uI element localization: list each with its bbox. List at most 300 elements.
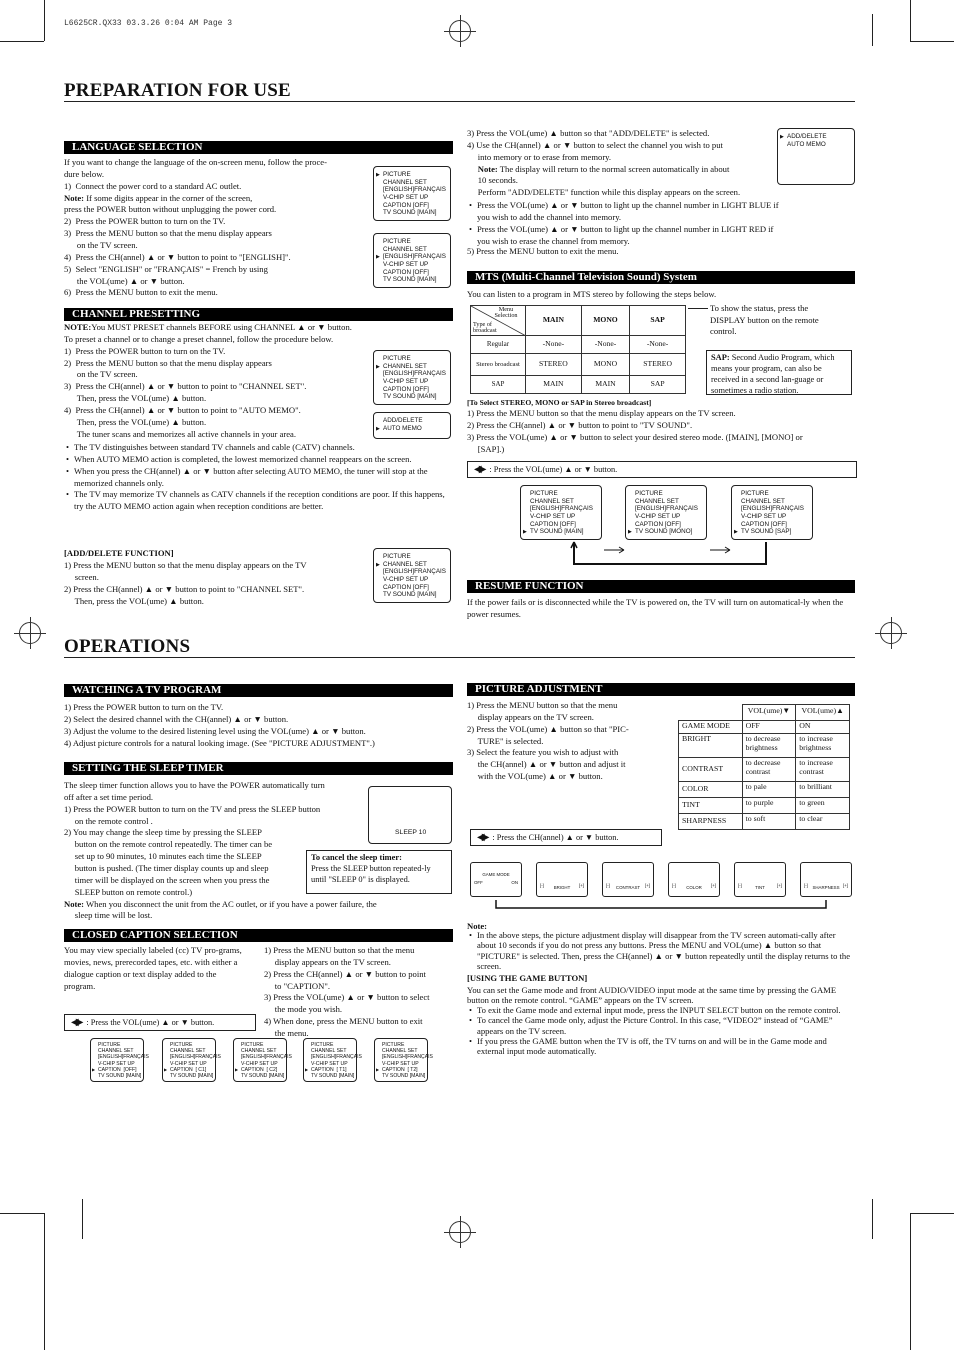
registration-mark-icon: [449, 1221, 471, 1243]
instruction-line: 2) Select the desired channel with the CH(annel) ▲ or ▼ button.: [64, 713, 289, 724]
instruction-line: 1) Press the POWER button to turn on the TV.: [64, 345, 226, 356]
osd-line: PICTURE: [311, 1042, 334, 1048]
crop-mark: [910, 0, 911, 41]
osd-line: CHANNEL SET: [382, 1048, 418, 1055]
instruction-line: 4) Press the CH(annel) ▲ or ▼ button to point to "AUTO MEMO".: [64, 405, 301, 416]
instruction-line: press the POWER button without unplugging the power cord.: [64, 204, 277, 215]
instruction-line: Note: The display will return to the normal screen automatically in about: [467, 163, 730, 174]
print-slug: L6625CR.QX33 03.3.26 0:04 AM Page 3: [64, 19, 233, 28]
instruction-line: timer will be displayed on the screen when you press the: [64, 874, 270, 885]
instruction-line: 2) Press the POWER button to turn on the TV.: [64, 216, 226, 227]
crop-mark: [0, 1213, 44, 1214]
osd-line: PICTURE: [241, 1042, 264, 1048]
row-label: SAP: [471, 376, 526, 394]
osd-line: CHANNEL SET: [98, 1048, 134, 1055]
legend-text: : Press the VOL(ume) ▲ or ▼ button.: [489, 465, 618, 474]
bar-left: [-]: [540, 883, 544, 888]
osd-bar-color: [668, 862, 720, 897]
instruction-line: on the remote control .: [64, 815, 153, 826]
osd-line: PICTURE: [98, 1042, 121, 1048]
osd-line: PICTURE: [741, 490, 769, 497]
bar-label: TINT: [755, 885, 765, 890]
add-delete-heading: [ADD/DELETE FUNCTION]: [64, 548, 174, 558]
section-title-operations: OPERATIONS: [64, 636, 191, 657]
osd-line: [ENGLISH]FRANÇAIS: [383, 186, 446, 194]
section-heading-resume: RESUME FUNCTION: [467, 580, 855, 593]
bar-left: [-]: [672, 883, 676, 888]
osd-line: CHANNEL SET: [383, 178, 427, 186]
table-header: MAIN: [526, 306, 582, 336]
osd-line: ADD/DELETE: [383, 417, 423, 424]
osd-line: TV SOUND [MAIN]: [383, 209, 437, 217]
osd-line: CAPTION [OFF]: [383, 385, 429, 393]
osd-line: V-CHIP SET UP: [170, 1060, 207, 1067]
osd-line: [ENGLISH]FRANÇAIS: [98, 1054, 149, 1061]
osd-line: ▶ CAPTION [ T1]: [311, 1067, 347, 1073]
ch-legend: [470, 829, 662, 846]
instruction-line: display appears on the TV screen.: [467, 711, 594, 722]
osd-menu-language-1: [373, 166, 451, 221]
osd-line: TV SOUND [MAIN]: [383, 591, 437, 599]
instruction-line: The sleep timer function allows you to have the POWER automatically turn: [64, 780, 325, 790]
bar-left: [-]: [738, 883, 742, 888]
osd-line: PICTURE: [383, 553, 411, 560]
osd-line: V-CHIP SET UP: [98, 1060, 135, 1067]
table-row: [471, 336, 686, 354]
caption-intro: You may view specially labeled (cc) TV pro-grams, movies, news, prerecorded tapes, etc. with either a dialogue caption or text display added to the program.: [64, 945, 242, 991]
osd-line: ▶ [ENGLISH]FRANÇAIS: [383, 253, 446, 260]
bullet-item: • The TV distinguishes between standard TV channels and cable (CATV) channels.: [64, 442, 452, 454]
instruction-line: the VOL(ume) ▲ or ▼ button.: [64, 275, 185, 286]
cancel-text: Press the SLEEP button repeated-ly until "SLEEP 0" is displayed.: [311, 863, 431, 884]
table-cell: MAIN: [581, 376, 629, 394]
osd-line: SLEEP 10: [395, 829, 427, 836]
osd-line: CAPTION [OFF]: [530, 520, 576, 528]
instruction-line: into memory or to erase from memory.: [467, 151, 612, 162]
osd-line: V-CHIP SET UP: [383, 261, 429, 269]
osd-line: CAPTION [OFF]: [741, 520, 787, 528]
osd-line: ▶ TV SOUND [MONO]: [635, 528, 692, 535]
osd-auto-memo: [373, 412, 451, 439]
picture-cycle-arrow: [470, 898, 854, 912]
instruction-line: 2) You may change the sleep time by pressing the SLEEP: [64, 827, 262, 838]
osd-line: CHANNEL SET: [741, 497, 785, 505]
osd-bar-tint: [734, 862, 786, 897]
instruction-line: 1) Press the MENU button so that the menu display appears on the TV: [64, 560, 307, 570]
row-label: TINT: [679, 798, 743, 814]
osd-line: PICTURE: [635, 490, 663, 497]
osd-line: AUTO MEMO: [787, 140, 826, 148]
instruction-line: Note: If some digits appear in the corner of the screen,: [64, 192, 253, 203]
instruction-line: 2) Press the CH(annel) ▲ or ▼ button to point to "TV SOUND".: [467, 419, 693, 430]
table-cell: to decrease contrast: [742, 758, 796, 782]
crop-mark: [0, 41, 44, 42]
osd-line: TV SOUND [MAIN]: [98, 1073, 142, 1080]
table-corner: [471, 306, 526, 336]
bar-label: SHARPNESS: [812, 885, 840, 890]
cancel-title: To cancel the sleep timer:: [311, 853, 402, 862]
osd-line: [ENGLISH]FRANÇAIS: [383, 568, 446, 576]
sap-note: [706, 350, 852, 395]
osd-line: ▶ PICTURE: [383, 171, 411, 178]
table-row: [471, 354, 686, 376]
osd-bar-bright: [536, 862, 588, 897]
osd-line: ▶ CAPTION [ T2]: [382, 1067, 418, 1073]
section-heading-mts: MTS (Multi-Channel Television Sound) System: [467, 271, 855, 284]
osd-line: ▶ ADD/DELETE: [787, 133, 827, 140]
cancel-sleep-note: [306, 850, 452, 894]
instruction-line: set up to 90 minutes, 10 minutes each time the SLEEP: [64, 851, 262, 862]
instruction-line: To preset a channel or to change a preset channel, follow the procedure below.: [64, 333, 334, 344]
row-label: BRIGHT: [679, 734, 743, 758]
instruction-line: 3) Press the VOL(ume) ▲ or ▼ button to select your desired stereo mode. ([MAIN], [MONO] or: [467, 431, 803, 442]
language-instructions: [64, 157, 374, 299]
bullet-item: • Press the VOL(ume) ▲ or ▼ button to light up the channel number in LIGHT BLUE if you wish to add the channel into memory.: [467, 200, 787, 224]
divider: [64, 101, 855, 102]
table-header: VOL(ume)▼: [742, 705, 796, 721]
row-label: COLOR: [679, 782, 743, 798]
instruction-line: TURE" is selected.: [467, 735, 544, 746]
table-cell: -None-: [526, 336, 582, 354]
sap-description: Second Audio Program, which means your program, can also be received in a second lan-guage or sometimes a radio station.: [711, 353, 835, 395]
table-cell: MAIN: [526, 376, 582, 394]
table-cell: to pale: [742, 782, 796, 798]
instruction-line: 5) Select "ENGLISH" or "FRANÇAIS" = French by using: [64, 263, 268, 274]
instruction-line: 1) Press the MENU button so that the menu: [264, 945, 415, 955]
double-arrow-icon: ◀▶: [477, 832, 487, 843]
bar-left: OFF: [474, 880, 483, 885]
corner-top-label: Menu Selection: [494, 306, 518, 320]
registration-mark-icon: [449, 20, 471, 42]
instruction-line: on the TV screen.: [64, 240, 138, 251]
instruction-line: 3) Select the feature you wish to adjust with: [467, 747, 619, 758]
osd-bar-game-mode: [470, 862, 522, 897]
table-cell: STEREO: [630, 354, 686, 376]
table-cell: to increase brightness: [796, 734, 850, 758]
osd-line: CAPTION [OFF]: [635, 520, 681, 528]
instruction-line: 10 seconds.: [467, 175, 518, 186]
instruction-line: 1) Press the MENU button so that the menu: [467, 700, 618, 710]
add-delete-continued: [467, 128, 779, 199]
instruction-line: 2) Press the VOL(ume) ▲ button so that "PIC-: [467, 723, 629, 734]
osd-line: ▶ CAPTION [OFF]: [98, 1067, 137, 1073]
table-row: [471, 376, 686, 394]
bar-right: [+]: [578, 883, 584, 888]
registration-mark-icon: [19, 622, 41, 644]
instruction-line: 1) Press the POWER button to turn on the TV.: [64, 702, 224, 712]
instruction-line: the menu.: [264, 1028, 309, 1039]
table-cell: -None-: [581, 336, 629, 354]
osd-bar-sharpness: [800, 862, 852, 897]
osd-caption-c2: [233, 1038, 292, 1082]
osd-line: [ENGLISH]FRANÇAIS: [170, 1054, 221, 1061]
osd-line: [ENGLISH]FRANÇAIS: [530, 505, 593, 513]
instruction-line: 2) Press the CH(annel) ▲ or ▼ button to point to "CHANNEL SET".: [64, 583, 305, 594]
osd-line: ▶ CAPTION [ C2]: [241, 1067, 277, 1073]
instruction-line: 3) Press the VOL(ume) ▲ button so that "ADD/DELETE" is selected.: [467, 128, 710, 138]
bar-label: COLOR: [686, 885, 702, 890]
osd-line: TV SOUND [MAIN]: [311, 1073, 355, 1080]
osd-line: V-CHIP SET UP: [635, 513, 681, 521]
table-row: [679, 798, 850, 814]
registration-mark-icon: [880, 622, 902, 644]
add-delete-instructions: [64, 560, 374, 607]
bullet-item: • If you press the GAME button when the TV is off, the TV turns on and will be in the Game mode and external input mode automatically.: [467, 1036, 855, 1057]
caption-steps: [264, 945, 454, 1040]
osd-menu-add-delete: [373, 548, 451, 603]
page-title: PREPARATION FOR USE: [64, 80, 291, 101]
instruction-line: NOTE:You MUST PRESET channels BEFORE using CHANNEL ▲ or ▼ button.: [64, 322, 352, 332]
instruction-line: 2) Press the CH(annel) ▲ or ▼ button to point: [264, 968, 426, 979]
osd-menu-language-2: [373, 233, 451, 288]
double-arrow-icon: ◀▶: [71, 1017, 81, 1028]
osd-tv-sound-sap: [731, 485, 813, 540]
osd-line: PICTURE: [530, 490, 558, 497]
osd-line: [ENGLISH]FRANÇAIS: [383, 370, 446, 378]
instruction-line: 3) Press the CH(annel) ▲ or ▼ button to point to "CHANNEL SET".: [64, 381, 307, 392]
table-corner: [679, 705, 743, 721]
table-cell: ON: [796, 721, 850, 734]
table-row: [679, 782, 850, 798]
osd-line: ▶ CHANNEL SET: [383, 561, 427, 568]
osd-line: PICTURE: [383, 238, 411, 245]
osd-line: CHANNEL SET: [170, 1048, 206, 1055]
instruction-line: button is pushed. (The timer display counts up and sleep: [64, 863, 269, 874]
bar-left: [-]: [804, 883, 808, 888]
table-row: [679, 721, 850, 734]
osd-line: ▶ AUTO MEMO: [383, 425, 422, 432]
osd-line: PICTURE: [383, 355, 411, 362]
osd-line: V-CHIP SET UP: [241, 1060, 278, 1067]
osd-line: TV SOUND [MAIN]: [383, 276, 437, 284]
section-heading-picture: PICTURE ADJUSTMENT: [467, 683, 855, 696]
instruction-line: to "CAPTION".: [264, 980, 330, 991]
bullet-item: • When you press the CH(annel) ▲ or ▼ button after selecting AUTO MEMO, the tuner will stop at the memorized channels only.: [64, 466, 452, 490]
osd-menu-channel-set: [373, 350, 451, 405]
instruction-line: SLEEP button on remote control.): [64, 886, 193, 897]
osd-bar-contrast: [602, 862, 654, 897]
osd-line: CHANNEL SET: [635, 497, 679, 505]
osd-line: [ENGLISH]FRANÇAIS: [241, 1054, 292, 1061]
instruction-line: Then, press the VOL(ume) ▲ button.: [64, 416, 207, 427]
instruction-line: 4) Use the CH(annel) ▲ or ▼ button to select the channel you wish to put: [467, 139, 723, 150]
instruction-line: on the TV screen.: [64, 369, 138, 380]
section-heading-sleep: SETTING THE SLEEP TIMER: [64, 762, 453, 775]
bar-right: ON: [511, 880, 518, 885]
osd-add-delete: [777, 128, 855, 185]
osd-line: CHANNEL SET: [311, 1048, 347, 1055]
bar-label: GAME MODE: [482, 872, 510, 877]
bullet-item: • To cancel the Game mode only, adjust the Picture Control. In this case, “VIDEO2” instead of “GAME” appears on the TV screen.: [467, 1015, 855, 1036]
instruction-line: If you want to change the language of the on-screen menu, follow the proce-: [64, 157, 327, 167]
instruction-line: 3) Adjust the volume to the desired listening level using the VOL(ume) ▲ or ▼ button.: [64, 725, 366, 736]
bar-label: BRIGHT: [553, 885, 571, 890]
crop-mark: [44, 1213, 45, 1350]
osd-line: V-CHIP SET UP: [383, 194, 429, 202]
table-cell: to decrease brightness: [742, 734, 796, 758]
osd-caption-off: [90, 1038, 149, 1082]
row-label: GAME MODE: [679, 721, 743, 734]
game-button-text: You can set the Game mode and front AUDIO/VIDEO input mode at the same time by pressing the GAME button on the remote control. “GAME” appears on the TV screen.: [467, 985, 837, 1006]
instruction-line: 2) Press the MENU button so that the menu display appears: [64, 357, 272, 368]
instruction-line: 3) Press the VOL(ume) ▲ or ▼ button to select: [264, 992, 430, 1003]
osd-line: ▶ TV SOUND [SAP]: [741, 528, 791, 535]
instruction-line: the CH(annel) ▲ or ▼ button and adjust it: [467, 759, 626, 770]
section-heading-caption: CLOSED CAPTION SELECTION: [64, 929, 453, 942]
instruction-line: The tuner scans and memorizes all active channels in your area.: [64, 428, 297, 439]
osd-line: TV SOUND [MAIN]: [383, 393, 437, 401]
instruction-line: 1) Press the POWER button to turn on the TV and press the SLEEP button: [64, 803, 321, 814]
bullet-item: • To exit the Game mode and external input mode, press the INPUT SELECT button on the remote control.: [467, 1005, 855, 1015]
mts-intro: You can listen to a program in MTS stereo by following the steps below.: [467, 289, 717, 299]
osd-line: CHANNEL SET: [530, 497, 574, 505]
instruction-line: display appears on the TV screen.: [264, 956, 391, 967]
osd-line: ▶ CHANNEL SET: [383, 363, 427, 370]
section-heading-watching: WATCHING A TV PROGRAM: [64, 684, 453, 697]
stereo-select-steps: [467, 408, 857, 455]
instruction-line: Perform "ADD/DELETE" function while this display appears on the screen.: [467, 187, 741, 198]
bar-right: [+]: [842, 883, 848, 888]
table-cell: MONO: [581, 354, 629, 376]
instruction-line: sleep time will be lost.: [64, 910, 153, 921]
instruction-line: 1) Press the MENU button so that the menu display appears on the TV screen.: [467, 408, 736, 418]
instruction-line: 6) Press the MENU button to exit the menu.: [64, 287, 218, 298]
bar-left: [-]: [606, 883, 610, 888]
osd-tv-sound-mono: [625, 485, 707, 540]
table-cell: to purple: [742, 798, 796, 814]
channel-notes: [64, 442, 452, 513]
osd-line: V-CHIP SET UP: [741, 513, 787, 521]
row-label: Stereo broadcast: [471, 354, 526, 376]
bar-label: CONTRAST: [615, 885, 641, 890]
vol-legend: [467, 461, 857, 478]
display-status-note: To show the status, press the DISPLAY button on the remote control.: [710, 303, 819, 337]
corner-bottom-label: Type of broadcast: [473, 320, 497, 334]
section-heading-channel: CHANNEL PRESETTING: [64, 308, 453, 321]
table-cell: to green: [796, 798, 850, 814]
table-cell: STEREO: [526, 354, 582, 376]
legend-text: : Press the VOL(ume) ▲ or ▼ button.: [86, 1018, 215, 1027]
instruction-line: 1) Connect the power cord to a standard AC outlet.: [64, 180, 242, 191]
instruction-line: dure below.: [64, 168, 105, 179]
osd-line: TV SOUND [MAIN]: [170, 1073, 214, 1080]
crop-mark: [910, 1213, 911, 1350]
bar-right: [+]: [644, 883, 650, 888]
caption-vol-legend: [64, 1014, 256, 1031]
crop-mark: [910, 1213, 954, 1214]
table-cell: to brilliant: [796, 782, 850, 798]
table-cell: to soft: [742, 814, 796, 830]
osd-line: ▶ TV SOUND [MAIN]: [530, 528, 584, 535]
picture-table: [678, 704, 850, 830]
osd-line: V-CHIP SET UP: [383, 576, 429, 584]
crop-mark: [44, 0, 45, 41]
osd-line: V-CHIP SET UP: [311, 1060, 348, 1067]
stereo-select-heading: [To Select STEREO, MONO or SAP in Stereo broadcast]: [467, 398, 652, 407]
crop-mark: [872, 14, 873, 46]
table-cell: SAP: [630, 376, 686, 394]
osd-line: [ENGLISH]FRANÇAIS: [311, 1054, 362, 1061]
osd-line: CAPTION [OFF]: [383, 201, 429, 209]
table-row: [679, 758, 850, 782]
osd-line: PICTURE: [382, 1042, 405, 1048]
crop-mark: [910, 41, 954, 42]
table-header: MONO: [581, 306, 629, 336]
row-label: Regular: [471, 336, 526, 354]
instruction-line: with the VOL(ume) ▲ or ▼ button.: [467, 771, 603, 782]
osd-line: [ENGLISH]FRANÇAIS: [741, 505, 804, 513]
exit-step: 5) Press the MENU button to exit the menu.: [467, 246, 619, 256]
add-delete-notes: [467, 200, 787, 247]
osd-line: TV SOUND [MAIN]: [382, 1073, 426, 1080]
osd-tv-sound-main: [520, 485, 602, 540]
game-button-heading: [USING THE GAME BUTTON]: [467, 973, 588, 983]
instruction-line: 4) When done, press the MENU button to exit: [264, 1016, 423, 1027]
picture-note: • In the above steps, the picture adjustment display will disappear from the TV screen automati-cally after about 10 seconds if you do not press any buttons. Press the MENU and VOL(ume) ▲ button so that "PICTURE" is selected. Then, press the CH(annel) ▲ or ▼ button repeatedly until the display returns to the screen.: [467, 930, 855, 971]
osd-line: ▶ CAPTION [ C1]: [170, 1067, 206, 1073]
section-heading-language: LANGUAGE SELECTION: [64, 141, 453, 154]
osd-line: TV SOUND [MAIN]: [241, 1073, 285, 1080]
instruction-line: the mode you wish.: [264, 1004, 343, 1015]
bullet-item: • The TV may memorize TV channels as CATV channels if the reception conditions are poor. If this happens, try the AUTO MEMO action again when reception conditions are better.: [64, 489, 452, 513]
sap-label: SAP:: [711, 353, 730, 362]
osd-line: CAPTION [OFF]: [383, 583, 429, 591]
callout-line: [688, 308, 708, 309]
table-cell: OFF: [742, 721, 796, 734]
osd-line: V-CHIP SET UP: [382, 1060, 419, 1067]
instruction-line: off after a set time period.: [64, 791, 154, 802]
table-row: [679, 734, 850, 758]
osd-caption-c1: [162, 1038, 221, 1082]
instruction-line: 3) Press the MENU button so that the menu display appears: [64, 228, 272, 239]
osd-line: CAPTION [OFF]: [383, 268, 429, 276]
bar-right: [+]: [776, 883, 782, 888]
instruction-line: [SAP].): [467, 443, 505, 454]
bullet-item: • When AUTO MEMO action is completed, the lowest memorized channel reappears on the screen.: [64, 454, 452, 466]
legend-text: : Press the CH(annel) ▲ or ▼ button.: [492, 833, 619, 842]
bar-right: [+]: [710, 883, 716, 888]
mts-table: [470, 305, 686, 394]
divider: [64, 657, 855, 658]
table-row: [679, 814, 850, 830]
instruction-line: screen.: [64, 571, 99, 582]
table-cell: to increase contrast: [796, 758, 850, 782]
instruction-line: 4) Adjust picture controls for a natural looking image. (See "PICTURE ADJUSTMENT".): [64, 737, 375, 748]
osd-caption-t2: [374, 1038, 433, 1082]
watching-instructions: [64, 702, 454, 749]
osd-line: PICTURE: [170, 1042, 193, 1048]
instruction-line: Note: When you disconnect the unit from the AC outlet, or if you have a power failure, the: [64, 898, 377, 909]
note-title: Note:: [467, 921, 488, 931]
instruction-line: Then, press the VOL(ume) ▲ button.: [64, 595, 204, 606]
resume-text: If the power fails or is disconnected while the TV is powered on, the TV will turn on automatical-ly when the power resumes.: [467, 597, 844, 619]
row-label: CONTRAST: [679, 758, 743, 782]
osd-sleep: [368, 786, 452, 844]
table-header: SAP: [630, 306, 686, 336]
game-button-notes: [467, 1005, 855, 1057]
instruction-line: 4) Press the CH(annel) ▲ or ▼ button to point to "[ENGLISH]".: [64, 251, 291, 262]
osd-line: V-CHIP SET UP: [530, 513, 576, 521]
row-label: SHARPNESS: [679, 814, 743, 830]
picture-steps: [467, 700, 677, 783]
osd-caption-t1: [303, 1038, 362, 1082]
table-header: VOL(ume)▲: [796, 705, 850, 721]
table-cell: -None-: [630, 336, 686, 354]
osd-line: [ENGLISH]FRANÇAIS: [382, 1054, 433, 1061]
cycle-arrows: [560, 540, 780, 570]
osd-line: CHANNEL SET: [241, 1048, 277, 1055]
instruction-line: button on the remote control repeatedly. The timer can be: [64, 839, 273, 850]
